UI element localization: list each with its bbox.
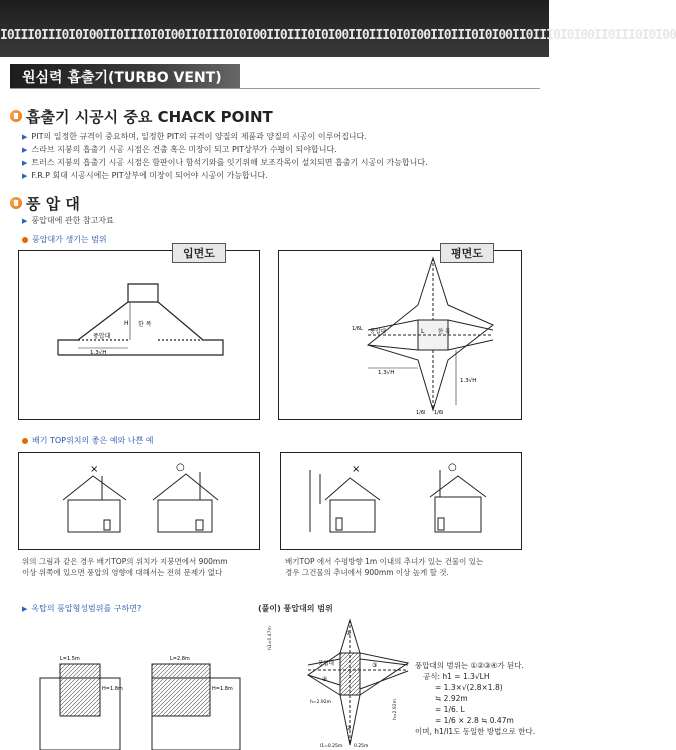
binary-pattern: I0III0III0I0I00II0III0I0I00II0III0I0I00II0III0I0I00II0III0I0I00II0III0I0I00II0III0I0I00II0III0I0I00 — [0, 28, 676, 43]
plan-label: 평면도 — [440, 243, 494, 263]
left-rooftop-h-label: H=1.8m — [102, 686, 123, 692]
title-divider — [10, 88, 540, 89]
plan-b2-label: 1/6l — [434, 410, 444, 416]
solution-h1-label: h1=0.47m — [268, 626, 273, 650]
list-item-text: F.R.P 회대 시공시에는 PIT상부에 미장이 되어야 시공이 가능합니다. — [31, 171, 268, 180]
plan-l-label: L — [421, 328, 425, 335]
section1-icon — [10, 110, 22, 122]
orange-dot-icon — [22, 237, 28, 243]
triangle-bullet-icon: ▶ — [22, 172, 28, 180]
right-rooftop-h-label: H=1.8m — [212, 686, 233, 692]
section1-title: 흡출기 시공시 중요 CHACK POINT — [26, 108, 273, 126]
orange-dot-icon — [22, 438, 28, 444]
house-example-left — [18, 452, 258, 548]
triangle-bullet-icon: ▶ — [22, 133, 28, 141]
list-item — [22, 144, 337, 155]
right-rooftop-l-label: L=2.8m — [170, 656, 190, 662]
page-title: 원심력 흡출기(TURBO VENT) — [22, 70, 222, 86]
triangle-bullet-icon: ▶ — [22, 146, 28, 154]
plan-zone-label: 풍압대 — [370, 329, 386, 335]
calc-line: = 1/6. L — [435, 705, 465, 714]
section3-answer-title: (풀이) 풍압대의 범위 — [258, 604, 333, 613]
list-item — [22, 170, 268, 181]
elevation-width-label: 1.3√H — [90, 350, 107, 356]
triangle-bullet-icon: ▶ — [22, 159, 28, 167]
elevation-h-label: H — [124, 320, 129, 327]
house-example-right — [280, 452, 520, 548]
calc-line: 풍압대의 범위는 ①②③④가 된다. — [415, 661, 524, 670]
list-item — [22, 157, 428, 168]
good-example-mark: ○ — [448, 462, 457, 473]
caption-left: 위의 그림과 같은 경우 배기TOP의 위치가 지붕면에서 900mm 이상 위쪽에 있으면 풍압의 영향에 대해서는 전혀 문제가 없다 — [22, 557, 228, 577]
calc-line: 공식: h1 = 1.3√LH — [423, 672, 490, 681]
calc-line: = 1/6 × 2.8 ≒ 0.47m — [435, 716, 514, 725]
bad-example-mark: × — [90, 464, 99, 475]
good-example-mark: ○ — [176, 462, 185, 473]
plan-h-label: 한 폭 — [438, 329, 451, 335]
plan-width-label: 1.3√H — [378, 370, 395, 376]
calc-line: ≒ 2.92m — [435, 694, 468, 703]
section2-title: 풍 압 대 — [26, 195, 80, 213]
list-item-text: 스라브 지붕의 흡출기 시공 시점은 견출 혹은 미장이 되고 PIT상부가 수평이 되야합니다. — [31, 145, 337, 154]
list-item — [22, 131, 367, 142]
list-item-text: 트러스 지붕의 흡출기 시공 시점은 함판이나 함석기와를 잇기위해 보조각목이 설치되면 흡출기 시공이 가능합니다. — [31, 158, 428, 167]
solution-n1: ① — [346, 630, 352, 637]
solution-v-label: h=2.92m — [393, 698, 398, 720]
elevation-height-label: 한 폭 — [138, 321, 152, 328]
section2-note: ▶ 풍압대에 관한 참고자료 — [22, 216, 114, 225]
calculation-block — [415, 660, 535, 737]
triangle-bullet-icon: ▶ — [22, 217, 28, 225]
elevation-diagram — [18, 250, 258, 418]
plan-diagram — [278, 250, 520, 418]
subheading-exhaust-top: 배기 TOP위치의 좋은 예와 나쁜 예 — [22, 435, 153, 446]
elevation-label: 입면도 — [172, 243, 226, 263]
solution-n3: ③ — [372, 662, 378, 669]
solution-b2-label: 0.25m — [354, 744, 369, 749]
solution-n2: ② — [346, 725, 352, 732]
solution-l2-label: h=2.92m — [310, 700, 332, 705]
solution-n4: ④ — [322, 676, 328, 683]
solution-b-label: l1=0.25m — [320, 744, 343, 749]
calc-line: 이며, h1/l1도 동일한 방법으로 한다. — [415, 727, 536, 736]
title-bar — [10, 64, 240, 88]
left-rooftop-l-label: L=1.5m — [60, 656, 80, 662]
plan-b1-label: 1/6l — [416, 410, 426, 416]
section3-question: ▶ 옥탑의 풍압형성범위를 구하면? — [22, 604, 142, 613]
subheading-wind-zone: 풍압대가 생기는 범위 — [22, 234, 107, 245]
rooftop-examples — [40, 650, 240, 750]
list-item-text: PIT의 일정한 규격이 중요하며, 일정한 PIT의 규격이 양질의 제품과 양질의 시공이 이루어집니다. — [31, 132, 367, 141]
section2-icon — [10, 197, 22, 209]
solution-zone-label: 풍압대 — [318, 661, 334, 667]
plan-w-label: 1/6L — [352, 326, 363, 332]
calc-line: = 1.3×√(2.8×1.8) — [435, 683, 503, 692]
plan-side-label: 1.3√H — [460, 378, 477, 384]
elevation-zone-label: 풍압대 — [93, 333, 111, 340]
caption-right: 배기TOP 에서 수평방향 1m 이내의 추녀가 있는 건물이 있는 경우 그건물의 추녀에서 900mm 이상 높게 할 것. — [285, 557, 484, 577]
solution-diagram — [280, 615, 410, 750]
bad-example-mark: × — [352, 464, 361, 475]
header-band — [0, 0, 676, 57]
triangle-bullet-icon: ▶ — [22, 605, 28, 613]
